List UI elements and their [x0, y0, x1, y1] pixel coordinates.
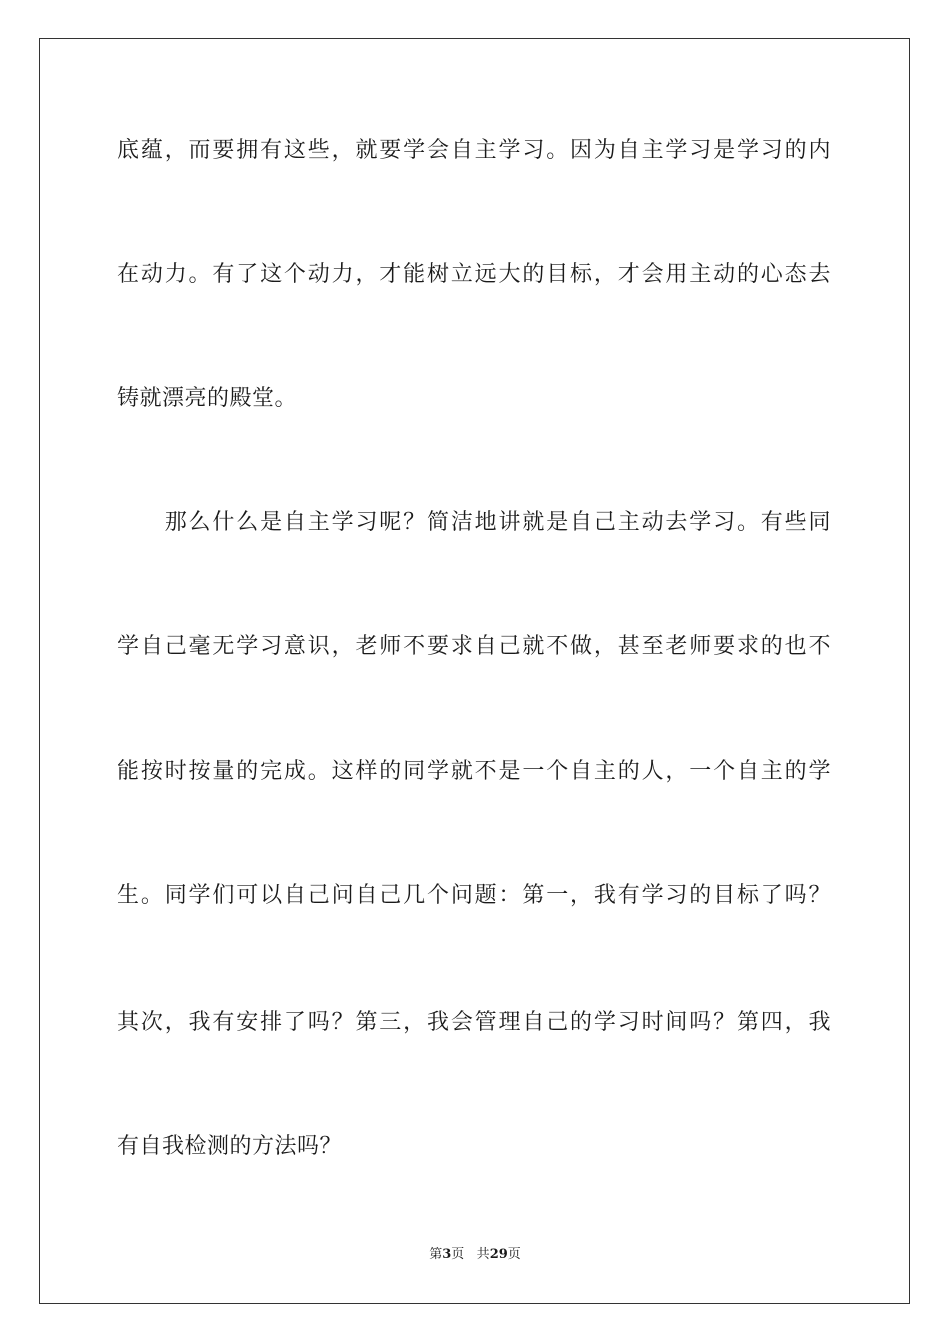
- total-prefix: 共: [476, 1247, 490, 1262]
- text-line: 生。同学们可以自己问自己几个问题：第一，我有学习的目标了吗？: [117, 883, 831, 908]
- text-line: 能按时按量的完成。这样的同学就不是一个自主的人，一个自主的学: [117, 759, 831, 784]
- total-pages: 29: [489, 1247, 508, 1262]
- page-prefix: 第: [429, 1247, 443, 1262]
- page-number: 3: [442, 1247, 452, 1262]
- text-line: 底蕴，而要拥有这些，就要学会自主学习。因为自主学习是学习的内: [117, 138, 831, 163]
- total-suffix: 页: [507, 1247, 521, 1262]
- page-footer: [0, 1246, 950, 1264]
- text-line: 有自我检测的方法吗？: [117, 1134, 343, 1159]
- text-line: 那么什么是自主学习呢？简洁地讲就是自己主动去学习。有些同: [117, 510, 831, 535]
- page-border: [39, 38, 910, 1304]
- text-line: 其次，我有安排了吗？第三，我会管理自己的学习时间吗？第四，我: [117, 1010, 831, 1035]
- text-line: 在动力。有了这个动力，才能树立远大的目标，才会用主动的心态去: [117, 262, 831, 287]
- text-line: 铸就漂亮的殿堂。: [117, 386, 298, 411]
- text-line: 学自己毫无学习意识，老师不要求自己就不做，甚至老师要求的也不: [117, 634, 831, 659]
- page-suffix: 页: [451, 1247, 465, 1262]
